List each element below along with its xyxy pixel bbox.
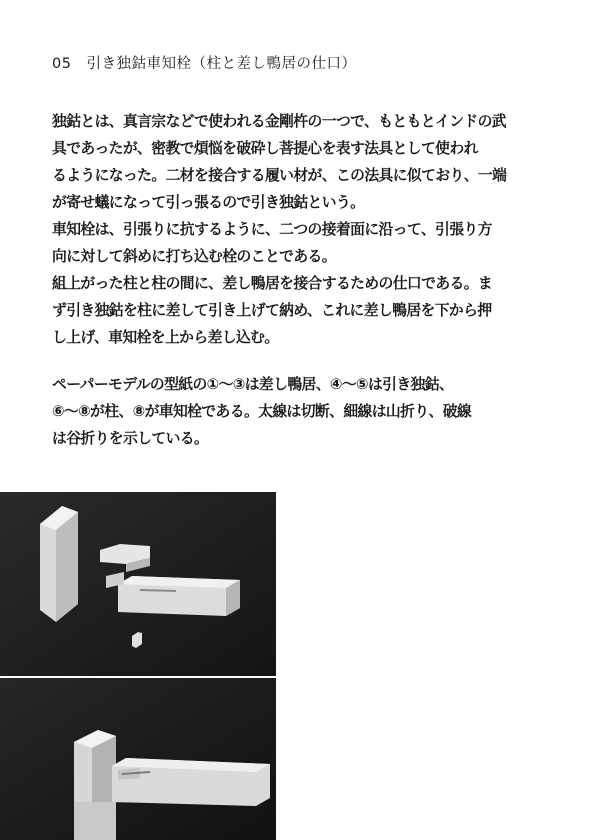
text-line: 組上がった柱と柱の間に、差し鴨居を接合するための仕口である。ま xyxy=(52,275,493,292)
body-text xyxy=(52,108,562,452)
photo-assembled-model xyxy=(0,678,276,840)
photo-disassembled-model xyxy=(0,492,276,676)
text-line: 独鈷とは、真言宗などで使われる金剛杵の一つで、もともとインドの武 xyxy=(52,113,507,130)
text-line: 車知栓は、引張りに抗するように、二つの接着面に沿って、引張り方 xyxy=(52,221,492,238)
text-line: し上げ、車知栓を上から差し込む。 xyxy=(52,329,279,346)
text-line: 向に対して斜めに打ち込む栓のことである。 xyxy=(52,248,336,265)
text-line: ペーパーモデルの型紙の①〜③は差し鴨居、④〜⑤は引き独鈷、 xyxy=(52,376,454,393)
paragraph-gap xyxy=(52,351,562,371)
text-line: るようになった。二材を接合する履い材が、この法具に似ており、一端 xyxy=(52,167,507,184)
text-line: ⑥〜⑧が柱、⑧が車知栓である。太線は切断、細線は山折り、破線 xyxy=(52,403,472,420)
assembled-model-illustration xyxy=(0,678,276,840)
text-line: 具であったが、密教で煩悩を破砕し菩提心を表す法具として使われ xyxy=(52,140,478,157)
text-line: が寄せ蟻になって引っ張るので引き独鈷という。 xyxy=(52,194,365,211)
model-parts-illustration xyxy=(0,492,276,676)
text-line: は谷折りを示している。 xyxy=(52,430,209,447)
text-line: ず引き独鈷を柱に差して引き上げて納め、これに差し鴨居を下から押 xyxy=(52,302,492,319)
page-title: 05 引き独鈷車知栓（柱と差し鴨居の仕口） xyxy=(52,56,357,72)
